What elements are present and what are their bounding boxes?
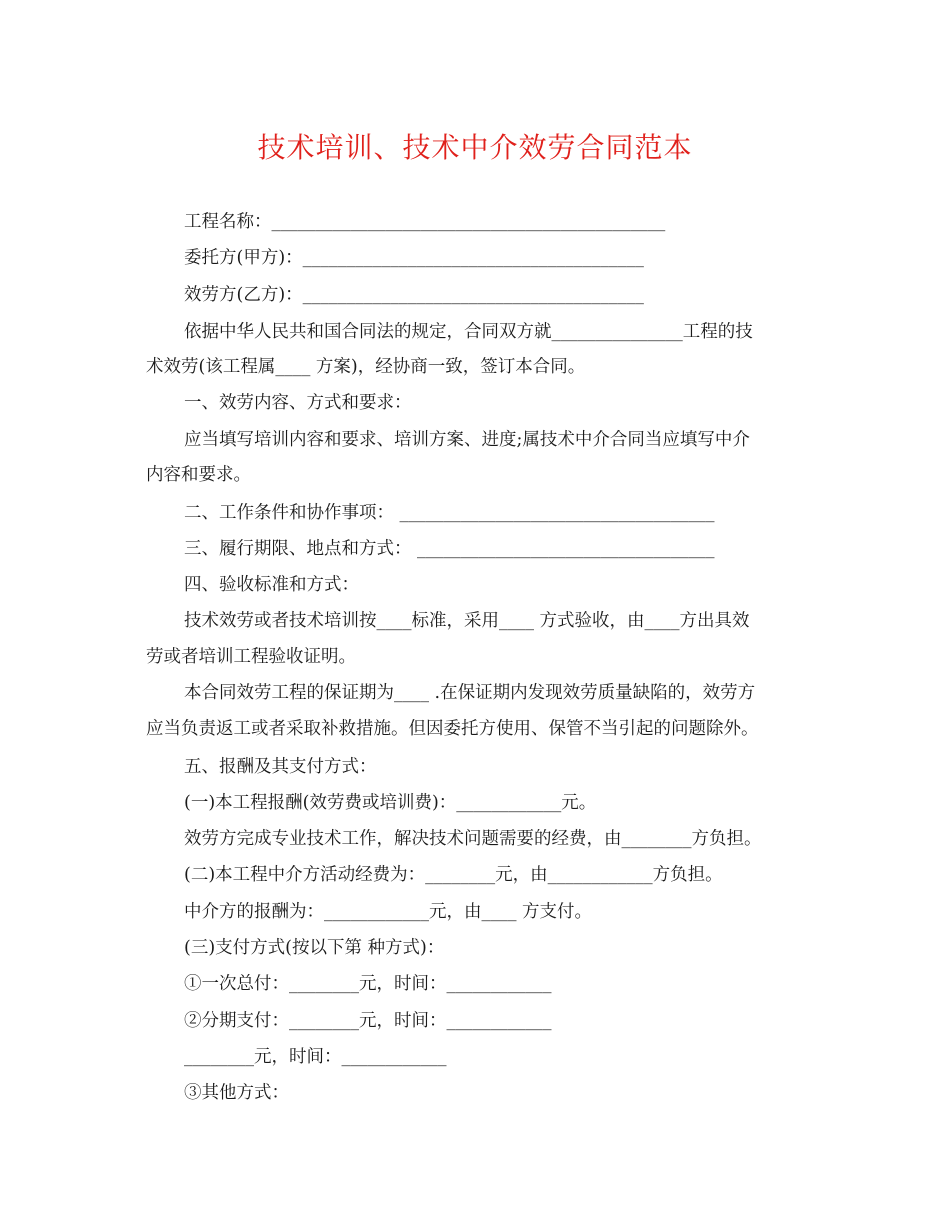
section-5-2: (二)本工程中介方活动经费为：________元，由____________方负担。 bbox=[184, 865, 723, 885]
section-4-heading: 四、验收标准和方式： bbox=[184, 575, 359, 595]
section-2-heading: 二、工作条件和协作事项： ____________________________________ bbox=[184, 503, 715, 523]
section-5-1: (一)本工程报酬(效劳费或培训费)：____________元。 bbox=[184, 793, 597, 813]
intro-line-2: 术效劳(该工程属____ 方案)，经协商一致，签订本合同。 bbox=[146, 357, 586, 377]
intro-line-1: 依据中华人民共和国合同法的规定，合同双方就_______________工程的技 bbox=[184, 322, 753, 342]
field-project-name: 工程名称：_____________________________________________ bbox=[184, 212, 666, 232]
section-5-heading: 五、报酬及其支付方式： bbox=[184, 757, 377, 777]
field-provider: 效劳方(乙方)：_______________________________________ bbox=[184, 285, 644, 305]
section-3-heading: 三、履行期限、地点和方式： __________________________________ bbox=[184, 539, 715, 559]
section-5-3: (三)支付方式(按以下第 种方式)： bbox=[184, 938, 445, 958]
payment-lump-sum: ①一次总付：________元，时间：____________ bbox=[184, 974, 552, 994]
field-client: 委托方(甲方)：_______________________________________ bbox=[184, 248, 644, 268]
warranty-line-1: 本合同效劳工程的保证期为____ .在保证期内发现效劳质量缺陷的，效劳方 bbox=[184, 683, 756, 703]
section-1-body-line-2: 内容和要求。 bbox=[146, 465, 251, 485]
section-5-2-fee: 中介方的报酬为：____________元，由____ 方支付。 bbox=[184, 902, 593, 922]
section-4-body-line-2: 劳或者培训工程验收证明。 bbox=[146, 647, 356, 667]
warranty-line-2: 应当负责返工或者采取补救措施。但因委托方使用、保管不当引起的问题除外。 bbox=[146, 719, 759, 739]
section-1-body-line-1: 应当填写培训内容和要求、培训方案、进度;属技术中介合同当应填写中介 bbox=[184, 430, 750, 450]
section-5-1-expenses: 效劳方完成专业技术工作，解决技术问题需要的经费，由________方负担。 bbox=[184, 829, 762, 849]
payment-installment-2: ________元，时间：____________ bbox=[184, 1047, 447, 1067]
document-title: 技术培训、技术中介效劳合同范本 bbox=[257, 131, 693, 164]
section-4-body-line-1: 技术效劳或者技术培训按____标准，采用____ 方式验收，由____方出具效 bbox=[184, 611, 750, 631]
payment-other: ③其他方式： bbox=[184, 1083, 289, 1103]
payment-installment: ②分期支付：________元，时间：____________ bbox=[184, 1011, 552, 1031]
section-1-heading: 一、效劳内容、方式和要求： bbox=[184, 393, 412, 413]
